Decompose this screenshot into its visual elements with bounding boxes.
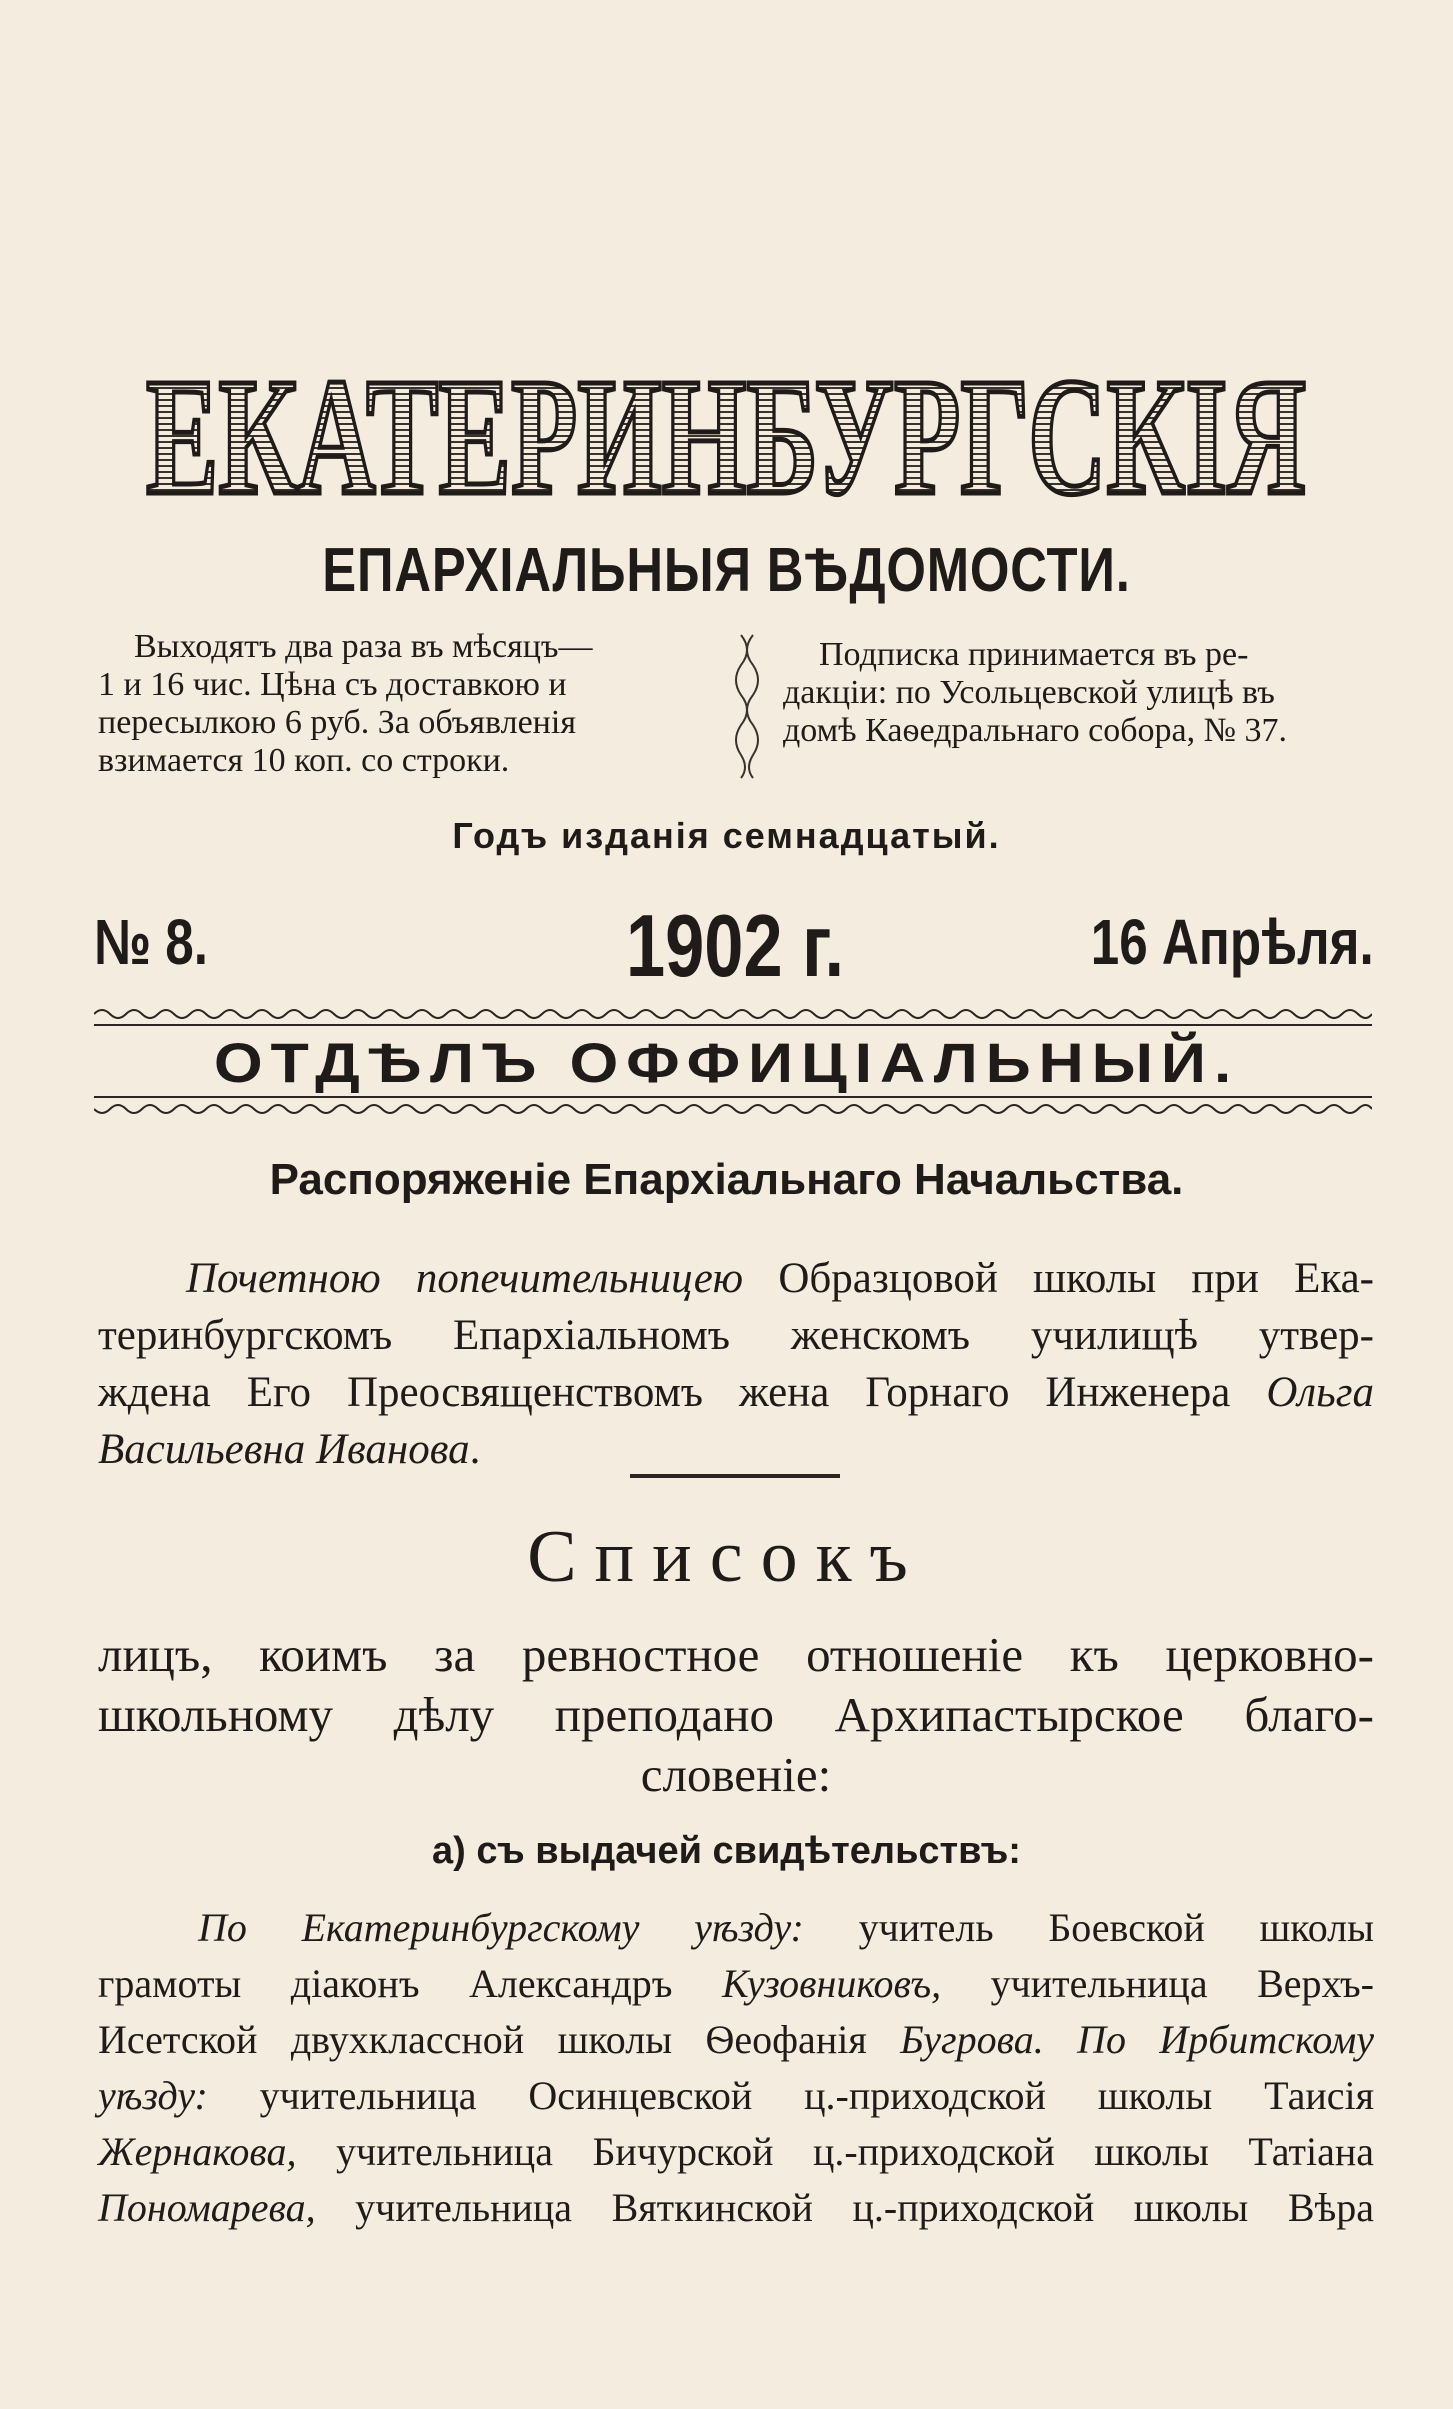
info-line: дакціи: по Усольцевской улицѣ въ [783,674,1275,711]
intro-line: лицъ, коимъ за ревностное отношеніе къ церковно- [98,1627,1374,1682]
list-intro [98,1625,1374,1805]
info-line: домѣ Каѳедральнаго собора, № 37. [783,712,1288,749]
text-italic: Почетною попечительницею [186,1255,744,1302]
info-line: взимается 10 коп. со строки. [98,742,510,779]
order-paragraph [98,1250,1374,1478]
text-italic: Кузовниковъ, [722,1961,942,2006]
list-title: Списокъ [527,1516,926,1598]
masthead-title-text: ЕКАТЕРИНБУРГСКІЯ [146,345,1306,525]
issue-year: 1902 г. [626,896,845,995]
text: учительница Осинцевской ц.-приходской школы Таисія [207,2073,1374,2118]
rule-line [94,1096,1372,1098]
info-line: Выходятъ два раза въ мѣсяцъ— [134,628,593,665]
text-italic: Васильевна Иванова [98,1426,470,1473]
text: . [469,1426,481,1473]
wave-rule-bottom [94,1100,1372,1118]
intro-line: школьному дѣлу преподано Архипастырское благо- [98,1687,1374,1742]
separator-rule [630,1474,840,1478]
text: теринбургскомъ Епархіальномъ женскомъ училищѣ утвер- [98,1312,1374,1359]
order-heading: Распоряженіе Епархіальнаго Начальства. [269,1155,1184,1204]
text-italic: уѣзду: [98,2073,208,2118]
text-italic: Жернакова, [98,2129,297,2174]
text: ждена Его Преосвященствомъ жена Горнаго Инженера [98,1369,1267,1416]
text: учитель Боевской школы [803,1905,1375,1950]
intro-line: словеніе: [640,1747,832,1802]
masthead-subtitle: ЕПАРХІАЛЬНЫЯ ВѢДОМОСТИ. [322,536,1131,605]
publication-info [98,628,706,780]
wave-rule-top [94,1005,1372,1023]
text: учительница Бичурской ц.-приходской школы Татіана [296,2129,1374,2174]
subheading: а) съ выдачей свидѣтельствъ: [432,1830,1021,1872]
year-of-publication: Годъ изданія семнадцатый. [452,815,1001,856]
issue-date: 16 Апрѣля. [1091,906,1374,978]
section-title: ОТДѢЛЪ ОФФИЦІАЛЬНЫЙ. [213,1031,1240,1094]
text-italic: Ольга [1266,1369,1374,1416]
text: учительница Верхъ- [941,1961,1374,2006]
text: грамоты діаконъ Александръ [98,1961,722,2006]
text: учительница Вяткинской ц.-приходской школы Вѣра [315,2185,1374,2230]
info-line: 1 и 16 чис. Цѣна съ доставкою и [98,666,567,703]
text-italic: Бугрова. По Ирбитскому [900,2017,1375,2062]
rule-line [94,1024,1372,1026]
text-italic: Пономарева, [98,2185,316,2230]
text: Образцовой школы при Ека- [743,1255,1374,1302]
issue-number: № 8. [94,906,208,978]
list-body [98,1900,1374,2236]
subscription-info [783,636,1373,750]
text: Исетской двухклассной школы Ѳеофанія [98,2017,901,2062]
issue-line [94,896,1374,1005]
ornamental-divider [733,630,761,780]
info-line: Подписка принимается въ ре- [819,636,1249,673]
masthead-title [140,345,1313,525]
info-line: пересылкою 6 руб. За объявленія [98,704,576,741]
text-italic: По Екатеринбургскому уѣзду: [198,1905,804,1950]
